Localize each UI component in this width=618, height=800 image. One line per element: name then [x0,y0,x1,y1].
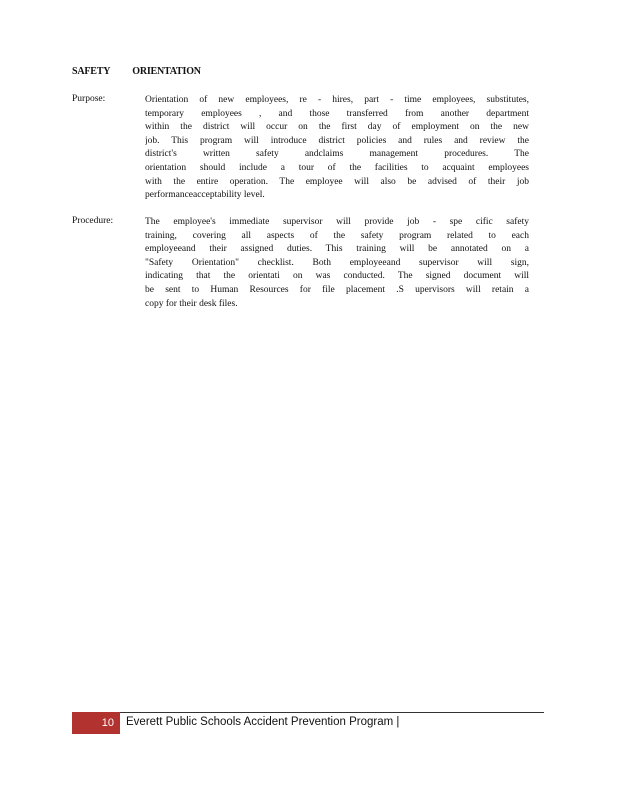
procedure-line: copy for their desk files. [145,298,238,309]
procedure-line: "Safety Orientation" checklist. Both employeeand supervisor will sign, [145,257,529,268]
procedure-line: The employee's immediate supervisor will provide job - spe cific safety [145,217,529,227]
purpose-line: district's written safety andclaims management procedures. The [145,149,529,160]
procedure-body [145,216,529,311]
purpose-label: Purpose: [72,94,106,104]
footer-page-number: 10 [72,712,120,734]
heading-word-orientation: ORIENTATION [132,66,201,77]
procedure-line: be sent to Human Resources for file placement .S upervisors will retain a [145,284,529,295]
purpose-line: with the entire operation. The employee will also be advised of their job [145,176,529,187]
purpose-line: job. This program will introduce district policies and rules and review the [145,135,529,146]
procedure-line: indicating that the orientati on was conducted. The signed document will [145,271,529,282]
purpose-line: performanceacceptability level. [145,190,265,201]
purpose-line: Orientation of new employees, re - hires, part - time employees, substitutes, [145,95,529,105]
purpose-line: temporary employees , and those transferred from another department [145,108,529,119]
purpose-line: orientation should include a tour of the facilities to acquaint employees [145,162,529,173]
heading-word-safety: SAFETY [72,66,111,77]
purpose-line: within the district will occur on the first day of employment on the new [145,122,529,133]
section-heading [72,66,201,77]
procedure-label: Procedure: [72,216,114,226]
footer-rule [120,712,544,713]
purpose-body [145,94,529,203]
procedure-line: training, covering all aspects of the safety program related to each [145,230,529,241]
footer-title: Everett Public Schools Accident Prevention Program | [126,716,400,728]
procedure-line: employeeand their assigned duties. This training will be annotated on a [145,244,529,255]
